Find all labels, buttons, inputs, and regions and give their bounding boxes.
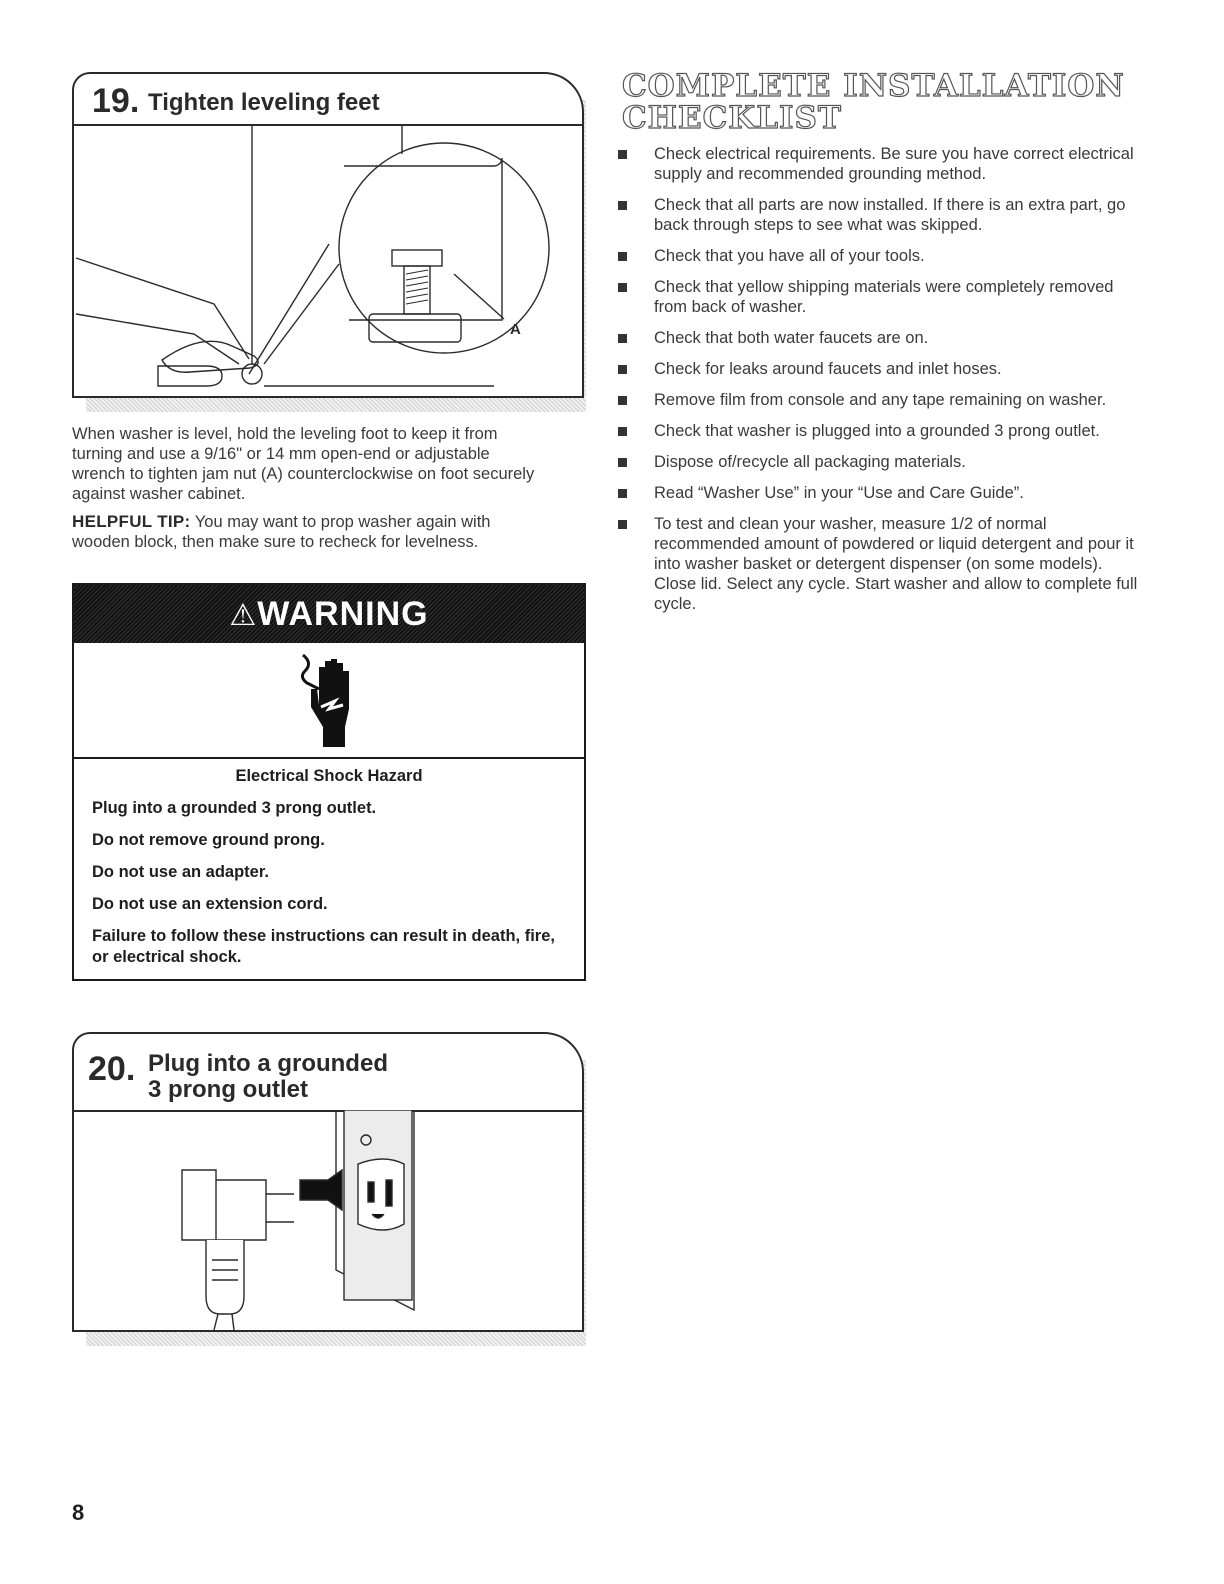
warning-line: Do not remove ground prong. bbox=[92, 831, 325, 849]
arrow-icon bbox=[300, 1170, 342, 1210]
warning-line: Do not use an adapter. bbox=[92, 863, 269, 881]
jam-nut bbox=[392, 250, 442, 266]
checklist-item bbox=[618, 483, 1138, 503]
checklist-item-text: Check that you have all of your tools. bbox=[654, 247, 925, 265]
helpful-tip-label: HELPFUL TIP: bbox=[72, 512, 191, 531]
checklist-item-text: Check that all parts are now installed. If there is an extra part, go back through steps to see what was skipped. bbox=[654, 196, 1126, 234]
leveling-foot bbox=[369, 314, 461, 342]
checklist-item bbox=[618, 514, 1138, 614]
outlet-face-icon bbox=[358, 1159, 404, 1230]
step20-panel bbox=[72, 1032, 584, 1332]
checklist-item bbox=[618, 421, 1138, 441]
checklist-item-text: Check that both water faucets are on. bbox=[654, 329, 929, 347]
square-bullet-icon bbox=[618, 201, 627, 210]
plug-cord bbox=[206, 1240, 244, 1314]
callout-a-label: A bbox=[510, 321, 521, 338]
step19-number: 19. bbox=[92, 82, 140, 120]
checklist-item-text: Check that yellow shipping materials were completely removed from back of washer. bbox=[654, 278, 1114, 316]
checklist-item bbox=[618, 359, 1138, 379]
wrench-icon bbox=[158, 366, 222, 386]
checklist-item bbox=[618, 390, 1138, 410]
warning-box bbox=[72, 583, 586, 981]
warning-divider bbox=[74, 757, 584, 759]
page-number: 8 bbox=[72, 1500, 85, 1525]
checklist-title-line2: CHECKLIST bbox=[622, 100, 842, 136]
hazard-title: Electrical Shock Hazard bbox=[235, 767, 423, 785]
square-bullet-icon bbox=[618, 427, 627, 436]
step19-tip bbox=[72, 512, 542, 552]
checklist-item bbox=[618, 246, 1138, 266]
warning-line: Plug into a grounded 3 prong outlet. bbox=[92, 799, 377, 817]
step20-number: 20. bbox=[88, 1050, 136, 1088]
checklist-item-text: Dispose of/recycle all packaging materials. bbox=[654, 453, 966, 471]
square-bullet-icon bbox=[618, 365, 627, 374]
checklist-item-text: Remove film from console and any tape remaining on washer. bbox=[654, 391, 1107, 409]
checklist-item-text: Read “Washer Use” in your “Use and Care Guide”. bbox=[654, 484, 1024, 502]
warning-line: Do not use an extension cord. bbox=[92, 895, 328, 913]
step20-shadow-bottom bbox=[86, 1332, 586, 1346]
checklist-item-text: Check electrical requirements. Be sure you have correct electrical supply and recommended grounding method. bbox=[654, 145, 1134, 183]
warning-line: Failure to follow these instructions can result in death, fire, or electrical shock. bbox=[92, 927, 555, 966]
electric-shock-hand-icon bbox=[299, 649, 365, 749]
square-bullet-icon bbox=[618, 489, 627, 498]
step19-shadow-bottom bbox=[86, 398, 586, 412]
step20-header bbox=[74, 1034, 582, 1112]
step19-header bbox=[74, 74, 582, 126]
checklist-item bbox=[618, 195, 1138, 235]
leveling-feet-illustration bbox=[74, 124, 582, 396]
square-bullet-icon bbox=[618, 150, 627, 159]
checklist-item-text: Check that washer is plugged into a grounded 3 prong outlet. bbox=[654, 422, 1100, 440]
plug-outlet-illustration bbox=[74, 1110, 582, 1330]
checklist-item bbox=[618, 452, 1138, 472]
step19-panel bbox=[72, 72, 584, 398]
checklist-item bbox=[618, 328, 1138, 348]
step19-body: When washer is level, hold the leveling foot to keep it from turning and use a 9/16" or 14 mm open-end or adjustable wrench to tighten jam nut (A) counterclockwise on foot securely against washer cabinet. bbox=[72, 425, 535, 503]
step19-title: Tighten leveling feet bbox=[148, 89, 380, 116]
checklist-item bbox=[618, 144, 1138, 184]
square-bullet-icon bbox=[618, 396, 627, 405]
helpful-tip-text: You may want to prop washer again with wooden block, then make sure to recheck for levelness. bbox=[72, 513, 491, 551]
square-bullet-icon bbox=[618, 252, 627, 261]
checklist-item-text: To test and clean your washer, measure 1/2 of normal recommended amount of powdered or liquid detergent and pour it into washer basket or detergent dispenser (on some models). Close lid. Select any cycle. Start washer and allow to complete full cycle. bbox=[654, 515, 1138, 613]
step20-title-line1: Plug into a grounded bbox=[148, 1050, 388, 1077]
warning-triangle-icon: ⚠ bbox=[229, 599, 258, 632]
checklist bbox=[618, 144, 1138, 625]
square-bullet-icon bbox=[618, 520, 627, 529]
warning-banner bbox=[74, 585, 584, 643]
step20-title-line2: 3 prong outlet bbox=[148, 1076, 308, 1103]
square-bullet-icon bbox=[618, 283, 627, 292]
checklist-title bbox=[622, 70, 1142, 134]
checklist-item bbox=[618, 277, 1138, 317]
checklist-title-line1: COMPLETE INSTALLATION bbox=[622, 68, 1125, 104]
checklist-item-text: Check for leaks around faucets and inlet hoses. bbox=[654, 360, 1002, 378]
square-bullet-icon bbox=[618, 458, 627, 467]
warning-label: WARNING bbox=[257, 595, 429, 633]
square-bullet-icon bbox=[618, 334, 627, 343]
